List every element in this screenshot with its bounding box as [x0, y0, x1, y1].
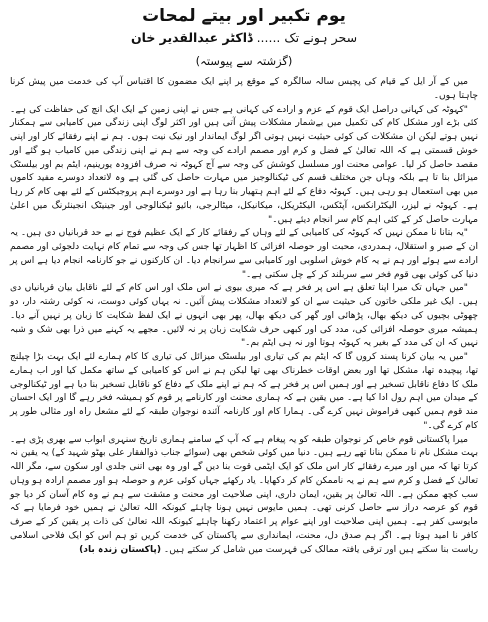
paragraph: "کہوٹہ کی کہانی دراصل ایک قوم کے عزم و ارادے کی کہانی ہے جس نے اپنی زمین کے ایک ایک انچ کی حفاظت کی ہے۔ کئی بڑے اور مشکل کام کی تکمیل میں بےشمار مشکلات پیش آتی ہیں اور اکثر لوگ اپنی زندگی میں کامیابی سے ہمکنار نہیں ہوتے لیکن ان مشکلات کی کوئی حیثیت نہیں ہوتی اگر لوگ ایماندار اور نیک نیت ہوں۔ ہم نے اپنے رفقائے کار اور اپنی خوش قسمتی ہے کہ اللہ تعالیٰ کے فضل و کرم اور مصمم ارادے کی وجہ سے ہم نے اپنی زندگی میں کامیاب ہو گئے اور مقصد حاصل کر لیا۔ عوامی محنت اور مسلسل کوشش کی وجہ سے آج کہوٹہ نہ صرف افزودہ یورینیم، ایٹم بم اور بیلسٹک میزائل بنا تا ہے بلکہ وہاں جن مختلف قسم کی ٹیکنالوجیز میں مہارت حاصل کی گئی ہے وہ لاتعداد دوسرے مفید کاموں میں بھی استعمال ہو رہی ہیں۔ کہوٹہ دفاع کے لئے اہم ہتھیار بنا رہا ہے اور دوسرے اہم پروجیکٹس کے لئے بھی کام کر رہا ہے۔ کہوٹہ نے لیزر، الیکٹرانکس، آپٹکس، الیکٹریکل، میکانیکل، میٹالرجی، بائیو ٹیکنالوجی اور جینیٹک انجینئرنگ میں اعلیٰ مہارت حاصل کر کے کئی اہم کام سر انجام دیئے ہیں۔": [10, 104, 478, 225]
byline: [10, 30, 478, 46]
paragraph-text: میرا پاکستانی قوم خاص کر نوجوان طبقہ کو یہ پیغام ہے کہ آپ کے سامنے ہماری تاریخ سنہری ابواب سے بھری پڑی ہے۔ بہت مشکل نام نا ممکن بنانا تھے رہے ہیں۔ دنیا میں کوئی شخص بھی (سوائے جناب ذوالفقار علی بھٹو شہید کے) یہ یقین نہ کرتا تھا کہ میں اور میرے رفقائے کار اس ملک کو ایک ایٹمی قوت بنا دیں گے اور وہ بھی اتنی جلدی اور سکون سے، مگر اللہ تعالیٰ کے فضل و کرم سے ہم نے یہ ناممکن کام کر دکھایا۔ یاد رکھئے جہاں کوئی عزم و حوصلہ ہو اور مصمم ارادہ ہو وہاں سب کچھ ممکن ہے۔ اللہ تعالیٰ پر یقین، ایمان داری، اپنی صلاحیت اور محنت و مشقت سے ہم نے وہ کام آسان کر دیا جو قوم کو عرصہ دراز سے حاصل کرنی تھی۔ ہمیں مایوس نہیں ہونا چاہئے کیونکہ اللہ تعالیٰ نے ہمیں خود فرمایا ہے کہ مایوسی کفر ہے۔ ہمیں اپنی صلاحیت اور اپنے عوام پر اعتماد رکھنا چاہئے کیونکہ اللہ تعالیٰ کی ذات پر یقین کر کے صرف کافر نا امید ہوتا ہے۔ اگر ہم صدق دل، محنت، ایمانداری سے پاکستان کی خدمت کریں تو ہم اس کو ایک فلاحی اسلامی ریاست بنا سکتے ہیں اور ترقی یافتہ ممالک کی فہرست میں شامل کر سکتے ہیں۔: [10, 434, 478, 555]
paragraph: "یہ بتانا نا ممکن نہیں کہ کہوٹہ کی کامیابی کے لئے وہاں کے رفقائے کار کے ایک عظیم فوج نے بے حد قربانیاں دی ہیں۔ یہ ان کے صبر و استقلال، ہمدردی، محبت اور حوصلہ افزائی کا اظہار تھا جس کی وجہ سے تمام کام نہایت دلجوئی اور مصمم ارادے سے ہوئے اور ہم نے یہ کام خوش اسلوبی اور کامیابی سے سرانجام دیا۔ ان کارکنوں نے جو کارنامہ انجام دیا ہے اس پر دنیا کی کوئی بھی قوم فخر سے سربلند کر کے چل سکتی ہے۔": [10, 228, 478, 280]
paragraph: میں کے آر ایل کے قیام کی پچیس سالہ سالگرہ کے موقع پر اپنے ایک مضمون کا اقتباس آپ کی خدمت میں پیش کرنا چاہتا ہوں۔: [10, 77, 478, 101]
continued-note: (گزشتہ سے پیوستہ): [195, 54, 293, 68]
article-body: [10, 76, 478, 557]
closing-slogan: (پاکستان زندہ باد): [79, 544, 162, 555]
paragraph: "میں جہاں تک میرا اپنا تعلق ہے اس پر فخر ہے کہ میری بیوی نے اس ملک اور اس کام کے لئے ناقابل بیان قربانیاں دی ہیں۔ ایک غیر ملکی خاتون کی حیثیت سے ان کو لاتعداد مشکلات پیش آئیں۔ نہ یہاں کوئی دوست، نہ کوئی رشتہ دار، دو چھوٹی بچیوں کی دیکھ بھال، پڑھائی اور گھر کی دیکھ بھال، پھر بھی انہوں نے ایک لفظ شکایت کا زبان پر نہیں آنے دیا۔ ہمیشہ میری حوصلہ افزائی کی، مدد کی اور کبھی حرف شکایت زبان پر نہ لائیں۔ مجھے یہ کہنے میں ذرا بھی شک و شبہ نہیں کہ ان کی مدد کے بغیر یہ کہوٹہ ہوتا اور نہ ہی ایٹم بم۔": [10, 283, 478, 349]
byline-dots: ......: [256, 30, 281, 45]
paragraph: "میں یہ بیان کرنا پسند کروں گا کہ ایٹم بم کی تیاری اور بیلسٹک میزائل کی تیاری کا کام ہمارے لئے ایک بہت بڑا چیلنج تھا، پیچیدہ تھا، مشکل تھا اور بعض اوقات خطرناک بھی تھا لیکن ہم نے اس کو کامیابی کے ساتھ مکمل کیا اور اب ہمارے ملک کا دفاع ناقابل تسخیر ہے اور ہمیں اس پر فخر ہے کہ ہم نے اپنے ملک کے دفاع کو ناقابل تسخیر بنا دیا ہے اور ٹیکنالوجی کے میدان میں اہم رول ادا کیا ہے۔ میں یقین ہے کہ ہماری محنت اور کارنامے پر قوم کو ہمیشہ فخر رہے گا اور ایک احسان مند قوم ہمیں کبھی فراموش نہیں کرے گی۔ ہمارا کام اور کارنامہ آئندہ نوجوان طبقہ کے لئے مشعل راہ اور مثالی طور پر کام کرے گی۔": [10, 352, 478, 431]
paragraph-last: [10, 434, 478, 558]
author-name: ڈاکٹر عبدالقدیر خان: [130, 30, 253, 45]
column-name: سحر ہونے تک: [284, 30, 358, 45]
article-title: یوم تکبیر اور بیتے لمحات: [142, 6, 346, 26]
